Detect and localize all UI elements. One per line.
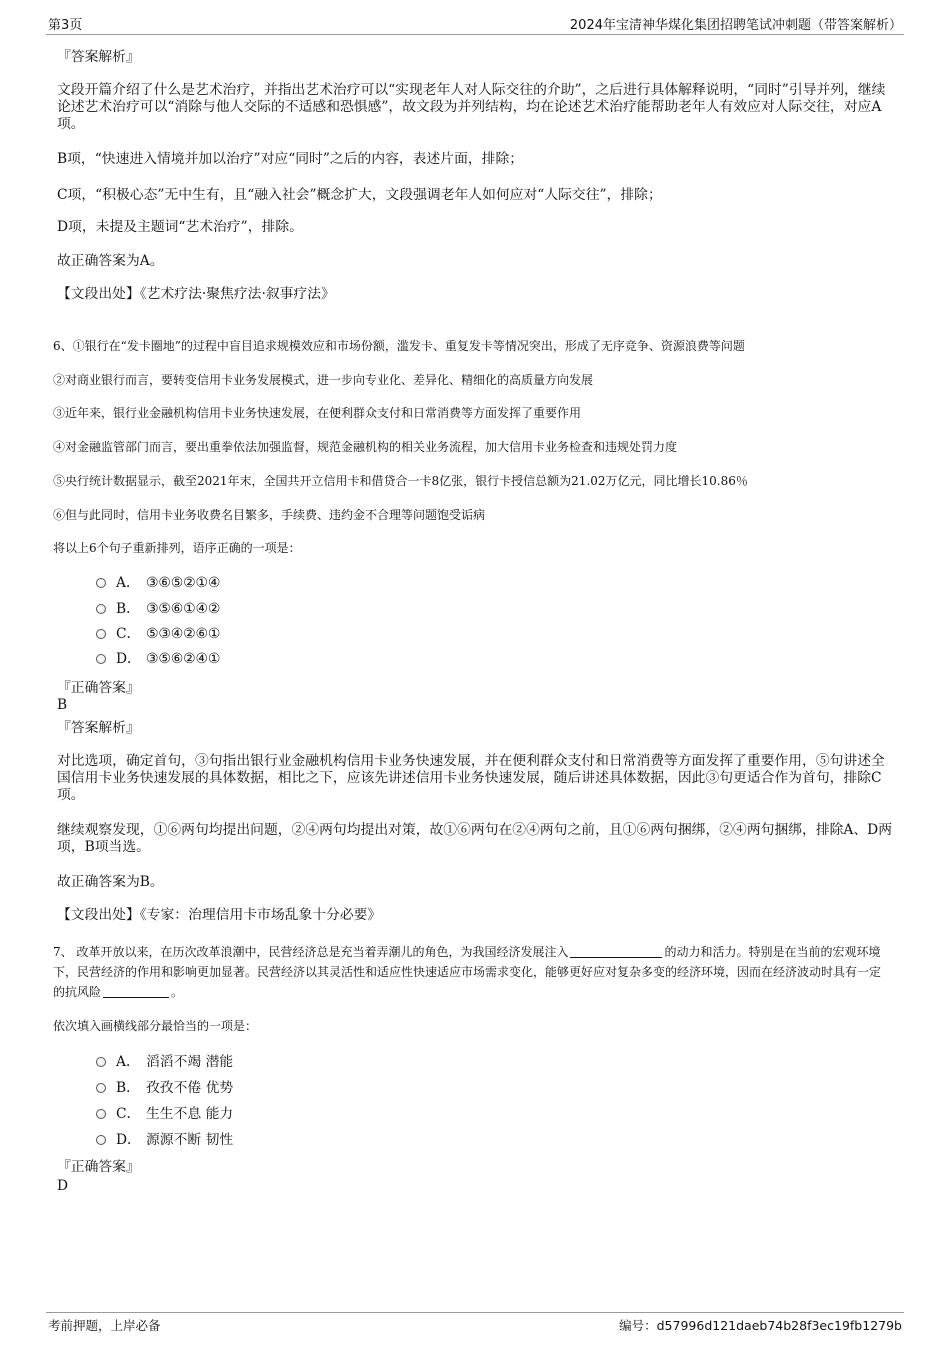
- q6-sentence-6: ⑥但与此同时，信用卡业务收费名目繁多，手续费、违约金不合理等问题饱受诟病: [53, 508, 486, 522]
- q5-answer-line: 故正确答案为A。: [57, 253, 164, 269]
- q6-option-c[interactable]: [96, 624, 220, 644]
- radio-icon[interactable]: [96, 654, 106, 664]
- q7-answer-label: 『正确答案』: [57, 1159, 140, 1175]
- page-header: [46, 14, 904, 35]
- q6-sentence-5: ⑤央行统计数据显示，截至2021年末，全国共开立信用卡和借贷合一卡8亿张，银行卡授信总额为21.02万亿元，同比增长10.86％: [53, 474, 748, 488]
- q7-stem-part-2: 的动力和活力。特别是在当前的宏观环境下，民营经济的作用和影响更加显著。民营经济以其灵活性和适应性快速适应市场需求变化，能够更好应对复杂多变的经济环境，因而在经济波动时具有一定的抗风险: [53, 945, 882, 999]
- q5-analysis-p4: D项，未提及主题词“艺术治疗”，排除。: [57, 219, 303, 235]
- q5-analysis-p1: 文段开篇介绍了什么是艺术治疗，并指出艺术治疗可以“实现老年人对人际交往的介助”，之后进行具体解释说明，“同时”引导并列，继续论述艺术治疗可以“消除与他人交际的不适感和恐惧感”，故文段为并列结构，均在论述艺术治疗能帮助老年人有效应对人际交往，对应A项。: [57, 82, 886, 132]
- option-text: ③⑤⑥②④①: [146, 651, 221, 667]
- q6-option-d[interactable]: [96, 649, 220, 669]
- option-text: 源源不断 韧性: [146, 1132, 234, 1148]
- radio-icon[interactable]: [96, 1109, 106, 1119]
- option-text: ③⑤⑥①④②: [146, 601, 221, 617]
- radio-icon[interactable]: [96, 1083, 106, 1093]
- option-key: B．: [116, 601, 140, 617]
- q6-source: 【文段出处】《专家：治理信用卡市场乱象十分必要》: [57, 907, 382, 923]
- option-text: 生生不息 能力: [146, 1106, 234, 1122]
- fill-blank-1[interactable]: [570, 945, 662, 958]
- q6-sentence-1: 6、①银行在“发卡圈地”的过程中盲目追求规模效应和市场份额，滥发卡、重复发卡等情况突出，形成了无序竞争、资源浪费等问题: [53, 339, 745, 353]
- option-key: C．: [116, 1106, 141, 1122]
- q6-answer-line: 故正确答案为B。: [57, 874, 164, 890]
- option-key: D．: [116, 1132, 141, 1148]
- q6-prompt: 将以上6个句子重新排列，语序正确的一项是：: [53, 541, 301, 555]
- radio-icon[interactable]: [96, 604, 106, 614]
- radio-icon[interactable]: [96, 1135, 106, 1145]
- page-number: 第3页: [48, 18, 83, 33]
- q7-option-d[interactable]: [96, 1130, 233, 1150]
- q6-sentence-3: ③近年来，银行业金融机构信用卡业务快速发展，在便利群众支付和日常消费等方面发挥了重要作用: [53, 406, 582, 420]
- page-footer: [46, 1312, 904, 1335]
- q6-sentence-2: ②对商业银行而言，要转变信用卡业务发展模式，进一步向专业化、差异化、精细化的高质量方向发展: [53, 373, 594, 387]
- q5-analysis-p2: B项，“快速进入情境并加以治疗”对应“同时”之后的内容，表述片面，排除；: [57, 151, 524, 167]
- option-key: D．: [116, 651, 141, 667]
- q5-source: 【文段出处】《艺术疗法·聚焦疗法·叙事疗法》: [57, 286, 335, 302]
- option-key: C．: [116, 626, 141, 642]
- option-text: ③⑥⑤②①④: [146, 575, 221, 591]
- q6-analysis-p2: 继续观察发现，①⑥两句均提出问题，②④两句均提出对策，故①⑥两句在②④两句之前，且①⑥两句捆绑，②④两句捆绑，排除A、D两项，B项当选。: [57, 822, 893, 855]
- document-id: 编号：d57996d121daeb74b28f3ec19fb1279b: [619, 1318, 902, 1333]
- q7-option-a[interactable]: [96, 1052, 233, 1072]
- radio-icon[interactable]: [96, 1057, 106, 1067]
- q6-option-b[interactable]: [96, 599, 220, 619]
- q7-stem-part-1: 7、 改革开放以来，在历次改革浪潮中，民营经济总是充当着弄潮儿的角色，为我国经济发展注入: [53, 945, 569, 959]
- fill-blank-2[interactable]: [103, 985, 169, 998]
- option-key: A．: [116, 1054, 140, 1070]
- q6-analysis-p1: 对比选项，确定首句，③句指出银行业金融机构信用卡业务快速发展，并在便利群众支付和日常消费等方面发挥了重要作用，⑤句讲述全国信用卡业务快速发展的具体数据，相比之下，应该先讲述信用卡业务快速发展，随后讲述具体数据，因此③句更适合作为首句，排除C项。: [57, 753, 885, 803]
- q6-option-a[interactable]: [96, 573, 220, 593]
- option-key: A．: [116, 575, 140, 591]
- q6-answer-label: 『正确答案』: [57, 680, 140, 696]
- q7-option-b[interactable]: [96, 1078, 233, 1098]
- q6-sentence-4: ④对金融监管部门而言，要出重拳依法加强监督，规范金融机构的相关业务流程，加大信用卡业务检查和违规处罚力度: [53, 440, 678, 454]
- q6-answer: B: [57, 697, 68, 713]
- q6-analysis-label: 『答案解析』: [57, 720, 140, 736]
- q7-answer: D: [57, 1178, 69, 1194]
- option-text: 孜孜不倦 优势: [146, 1080, 234, 1096]
- option-key: B．: [116, 1080, 140, 1096]
- radio-icon[interactable]: [96, 578, 106, 588]
- document-title: 2024年宝清神华煤化集团招聘笔试冲刺题（带答案解析）: [569, 18, 902, 33]
- q7-stem: [53, 942, 889, 1002]
- option-text: ⑤③④②⑥①: [146, 626, 221, 642]
- q7-stem-part-3: 。: [171, 985, 184, 999]
- radio-icon[interactable]: [96, 629, 106, 639]
- footer-slogan: 考前押题，上岸必备: [48, 1318, 161, 1333]
- q7-option-c[interactable]: [96, 1104, 233, 1124]
- option-text: 滔滔不竭 潜能: [146, 1054, 234, 1070]
- q7-prompt: 依次填入画横线部分最恰当的一项是：: [53, 1019, 258, 1033]
- q5-analysis-p3: C项，“积极心态”无中生有，且“融入社会”概念扩大，文段强调老年人如何应对“人际交往”，排除；: [57, 187, 662, 203]
- q5-analysis-label: 『答案解析』: [57, 49, 140, 65]
